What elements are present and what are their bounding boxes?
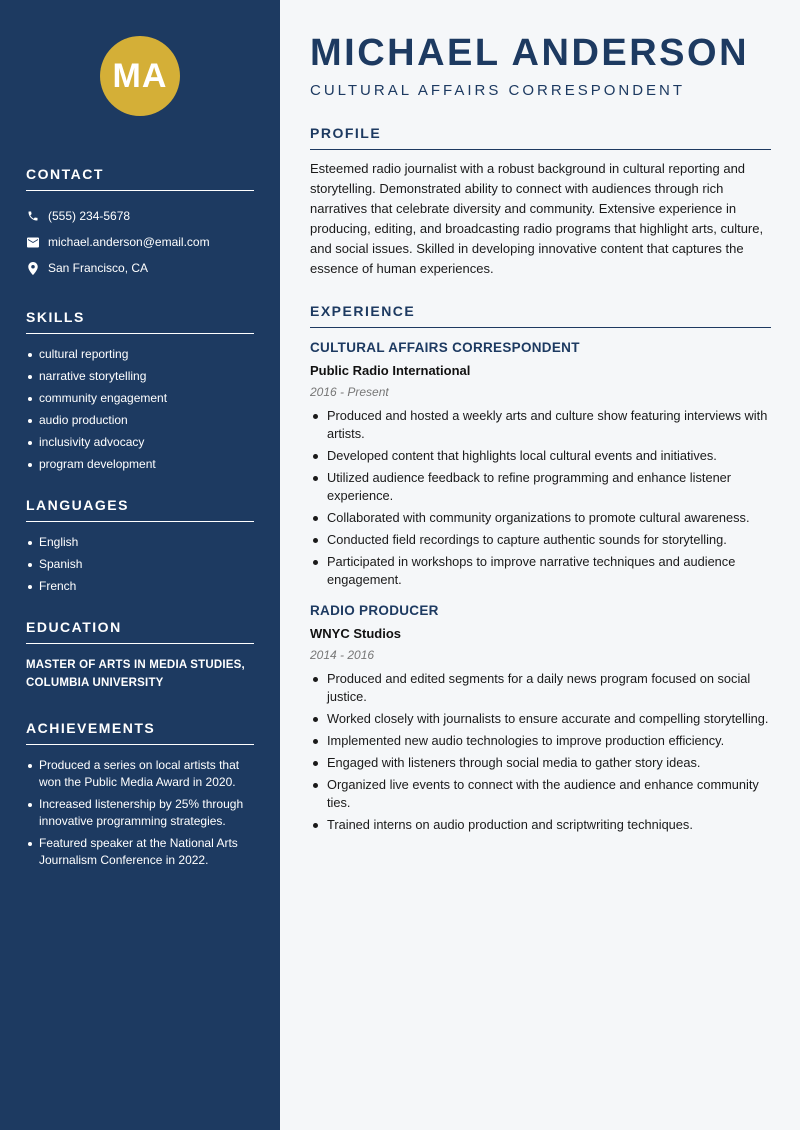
contact-title: CONTACT [26,166,254,191]
job-dates: 2014 - 2016 [310,648,375,662]
list-item: Participated in workshops to improve narrative techniques and audience engagement. [310,553,771,589]
contact-phone [26,203,254,229]
achievements-section [26,720,254,869]
skills-section [26,309,254,473]
list-item: Spanish [26,556,254,573]
experience-title: EXPERIENCE [310,303,771,328]
experience-section [310,303,771,834]
list-item: Conducted field recordings to capture authentic sounds for storytelling. [310,531,771,549]
job-title: CULTURAL AFFAIRS CORRESPONDENT [310,340,580,355]
job-company: WNYC Studios [310,626,401,641]
list-item: audio production [26,412,254,429]
job-entry [310,340,771,589]
candidate-name: MICHAEL ANDERSON [310,32,750,74]
achievements-list [26,757,254,869]
list-item: Implemented new audio technologies to improve production efficiency. [310,732,771,750]
skills-title: SKILLS [26,309,254,334]
contact-email [26,229,254,255]
languages-list [26,534,254,595]
contact-phone-text: (555) 234-5678 [48,209,131,223]
languages-section [26,497,254,595]
list-item: Utilized audience feedback to refine programming and enhance listener experience. [310,469,771,505]
list-item: narrative storytelling [26,368,254,385]
phone-icon [26,209,40,223]
list-item: Worked closely with journalists to ensure accurate and compelling storytelling. [310,710,771,728]
job-bullets [310,407,771,589]
education-title: EDUCATION [26,619,254,644]
list-item: Collaborated with community organizations to promote cultural awareness. [310,509,771,527]
list-item: Featured speaker at the National Arts Journalism Conference in 2022. [26,835,254,869]
list-item: Trained interns on audio production and scriptwriting techniques. [310,816,771,834]
list-item: Engaged with listeners through social media to gather story ideas. [310,754,771,772]
profile-text: Esteemed radio journalist with a robust background in cultural reporting and storytelling. Demonstrated ability to connect with audiences through rich narratives that celebrate diversity and community. Extensive experience in producing, editing, and broadcasting radio programs that highlight arts, culture, and social issues. Skilled in developing innovative content that captures the essence of human experiences. [310,161,764,276]
education-degree: MASTER OF ARTS IN MEDIA STUDIES, COLUMBIA UNIVERSITY [26,659,245,689]
profile-section [310,125,771,279]
list-item: program development [26,456,254,473]
avatar: MA [100,36,180,116]
job-bullets [310,670,771,834]
languages-title: LANGUAGES [26,497,254,522]
job-title: RADIO PRODUCER [310,603,439,618]
skills-list [26,346,254,473]
profile-title: PROFILE [310,125,771,150]
list-item: community engagement [26,390,254,407]
job-company: Public Radio International [310,363,471,378]
list-item: Produced and hosted a weekly arts and culture show featuring interviews with artists. [310,407,771,443]
contact-email-text: michael.anderson@email.com [48,235,210,249]
list-item: Produced and edited segments for a daily news program focused on social justice. [310,670,771,706]
contact-location-text: San Francisco, CA [48,261,149,275]
list-item: cultural reporting [26,346,254,363]
list-item: inclusivity advocacy [26,434,254,451]
achievements-title: ACHIEVEMENTS [26,720,254,745]
list-item: French [26,578,254,595]
candidate-role: CULTURAL AFFAIRS CORRESPONDENT [310,82,686,99]
list-item: Produced a series on local artists that won the Public Media Award in 2020. [26,757,254,791]
list-item: English [26,534,254,551]
list-item: Developed content that highlights local cultural events and initiatives. [310,447,771,465]
sidebar [0,0,280,1130]
list-item: Increased listenership by 25% through innovative programming strategies. [26,796,254,830]
envelope-icon [26,235,40,249]
location-pin-icon [26,261,40,275]
list-item: Organized live events to connect with the audience and enhance community ties. [310,776,771,812]
education-section [26,619,254,692]
job-dates: 2016 - Present [310,385,389,399]
main-content [280,0,800,1130]
contact-location [26,255,254,281]
job-entry [310,603,771,834]
contact-section [26,166,254,281]
